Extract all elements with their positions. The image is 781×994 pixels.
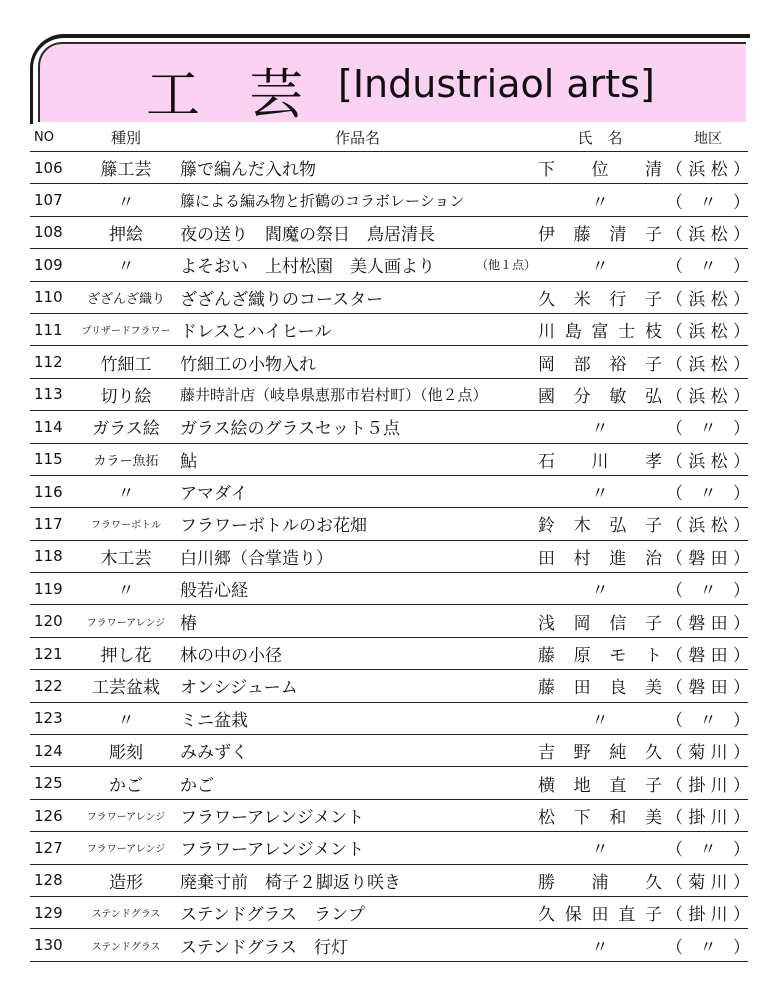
row-area: （ 〃 ） bbox=[666, 581, 750, 602]
row-no: 127 bbox=[34, 838, 63, 857]
row-name: 川 島 富 士 枝 bbox=[538, 322, 662, 343]
row-type: 〃 bbox=[117, 257, 135, 278]
row-type: ステンドグラス bbox=[91, 909, 161, 921]
table-row bbox=[30, 832, 748, 864]
row-work-title: ざざんざ織りのコースター bbox=[180, 289, 384, 310]
row-type: フラワーアレンジ bbox=[86, 812, 166, 823]
row-name: 〃 bbox=[591, 257, 609, 278]
header-area: 地区 bbox=[694, 130, 722, 147]
row-area: （ 〃 ） bbox=[666, 419, 750, 440]
row-name: 横 地 直 子 bbox=[538, 775, 662, 796]
row-area: （ 磐 田 ） bbox=[666, 646, 750, 667]
row-name: 久 米 行 子 bbox=[538, 289, 662, 310]
row-area: （ 〃 ） bbox=[666, 840, 750, 861]
table-row bbox=[30, 379, 748, 411]
row-area: （ 浜 松 ） bbox=[666, 224, 750, 245]
row-area: （ 磐 田 ） bbox=[666, 678, 750, 699]
row-area: （ 掛 川 ） bbox=[666, 808, 750, 828]
row-type: 押し花 bbox=[100, 646, 152, 667]
table-row bbox=[30, 767, 748, 799]
row-area: （ 菊 川 ） bbox=[666, 872, 750, 893]
row-area: （ 〃 ） bbox=[666, 710, 750, 731]
row-work-title: ドレスとハイヒール bbox=[180, 322, 332, 343]
table-row bbox=[30, 670, 748, 702]
table-header-row bbox=[30, 124, 748, 152]
row-work-title: アマダイ bbox=[180, 484, 248, 505]
page-title-japanese: 工 芸 bbox=[146, 63, 320, 126]
row-type: 籐工芸 bbox=[100, 160, 152, 181]
row-work-title: 廃棄寸前 椅子２脚返り咲き bbox=[180, 872, 401, 893]
header-name: 氏 名 bbox=[577, 129, 623, 147]
row-work-title: オンシジューム bbox=[180, 678, 298, 699]
row-no: 118 bbox=[34, 547, 63, 566]
row-work-title: 籐による編み物と折鶴のコラボレーション bbox=[180, 191, 465, 210]
row-type: フラワーアレンジ bbox=[86, 844, 166, 856]
table-row bbox=[30, 897, 748, 929]
row-no: 117 bbox=[34, 514, 63, 533]
row-work-title: フラワーアレンジメント bbox=[180, 808, 365, 828]
table-row bbox=[30, 605, 748, 637]
table-row bbox=[30, 573, 748, 605]
row-no: 119 bbox=[34, 579, 63, 598]
row-no: 130 bbox=[34, 936, 63, 955]
row-no: 112 bbox=[34, 353, 63, 372]
row-no: 106 bbox=[34, 158, 63, 177]
row-area: （ 菊 川 ） bbox=[666, 743, 750, 764]
table-row bbox=[30, 508, 748, 540]
table-row bbox=[30, 346, 748, 378]
row-name: 〃 bbox=[591, 484, 609, 505]
row-type: フラワーアレンジ bbox=[86, 617, 166, 629]
row-name: 田 村 進 治 bbox=[538, 548, 662, 569]
row-work-title: 椿 bbox=[180, 613, 197, 634]
table-row bbox=[30, 638, 748, 670]
row-no: 125 bbox=[34, 774, 63, 793]
row-name: 〃 bbox=[591, 937, 609, 958]
table-row bbox=[30, 282, 748, 314]
row-type: 切り絵 bbox=[100, 386, 152, 407]
row-area: （ 〃 ） bbox=[666, 192, 750, 213]
row-work-title: 白川郷（合掌造り） bbox=[180, 548, 333, 569]
table-row bbox=[30, 476, 748, 508]
row-type: 彫刻 bbox=[109, 743, 143, 764]
table-row bbox=[30, 541, 748, 573]
row-area: （ 浜 松 ） bbox=[666, 451, 750, 472]
table-row bbox=[30, 735, 748, 767]
row-area: （ 浜 松 ） bbox=[666, 516, 750, 537]
row-work-title: 鮎 bbox=[180, 451, 197, 472]
row-work-title: ステンドグラス ランプ bbox=[180, 905, 365, 926]
row-no: 124 bbox=[34, 741, 63, 760]
row-type: プリザードフラワー bbox=[81, 326, 171, 338]
row-name: 藤 田 良 美 bbox=[538, 678, 662, 699]
exhibit-table bbox=[30, 124, 748, 962]
row-area: （ 掛 川 ） bbox=[666, 775, 750, 796]
row-name: 石 川 孝 bbox=[538, 451, 662, 472]
row-type: 〃 bbox=[117, 192, 135, 213]
row-area: （ 浜 松 ） bbox=[666, 322, 750, 343]
row-type: フラワーボトル bbox=[91, 520, 161, 532]
row-name: 伊 藤 清 子 bbox=[538, 224, 662, 245]
row-work-title: かご bbox=[180, 775, 214, 796]
row-no: 111 bbox=[34, 320, 63, 339]
table-row bbox=[30, 249, 748, 281]
row-no: 116 bbox=[34, 482, 63, 501]
row-area: （ 浜 松 ） bbox=[666, 289, 750, 310]
row-no: 109 bbox=[34, 255, 63, 274]
row-type: 木工芸 bbox=[100, 548, 152, 569]
row-name: 藤 原 モ ト bbox=[538, 646, 662, 667]
row-area: （ 〃 ） bbox=[666, 257, 750, 278]
row-area: （ 〃 ） bbox=[666, 484, 750, 505]
row-work-title: ステンドグラス 行灯 bbox=[180, 937, 348, 958]
row-type: ステンドグラス bbox=[91, 941, 161, 953]
row-type: カラー魚拓 bbox=[93, 453, 159, 469]
row-type: かご bbox=[109, 775, 143, 796]
row-area: （ 〃 ） bbox=[666, 937, 750, 958]
row-no: 110 bbox=[34, 288, 63, 307]
row-no: 121 bbox=[34, 644, 63, 663]
row-area: （ 浜 松 ） bbox=[666, 160, 750, 181]
table-row bbox=[30, 152, 748, 184]
row-work-title: 竹細工の小物入れ bbox=[180, 354, 316, 375]
row-type: 〃 bbox=[117, 484, 135, 505]
page-title-english: [Industriaol arts] bbox=[338, 62, 655, 106]
row-no: 115 bbox=[34, 450, 63, 469]
row-work-title: ガラス絵のグラスセット５点 bbox=[180, 419, 400, 440]
row-name: 〃 bbox=[591, 581, 609, 602]
row-work-title: 林の中の小径 bbox=[180, 646, 282, 667]
row-area: （ 掛 川 ） bbox=[666, 905, 750, 926]
row-no: 108 bbox=[34, 223, 63, 242]
table-row bbox=[30, 800, 748, 832]
row-type: 造形 bbox=[109, 872, 143, 893]
row-area: （ 浜 松 ） bbox=[666, 386, 750, 407]
row-no: 114 bbox=[34, 417, 63, 436]
row-no: 113 bbox=[34, 385, 63, 404]
table-row bbox=[30, 314, 748, 346]
header-no: NO bbox=[34, 130, 54, 145]
row-name: 〃 bbox=[591, 419, 609, 440]
row-name: 〃 bbox=[591, 710, 609, 731]
row-name: 久 保 田 直 子 bbox=[538, 905, 662, 926]
table-row bbox=[30, 703, 748, 735]
row-name: 〃 bbox=[591, 840, 609, 861]
table-row bbox=[30, 929, 748, 961]
row-name: 松 下 和 美 bbox=[538, 808, 662, 828]
row-area: （ 磐 田 ） bbox=[666, 613, 750, 634]
row-type: 工芸盆栽 bbox=[92, 678, 160, 699]
row-type: ざざんざ織り bbox=[86, 291, 165, 307]
header-work: 作品名 bbox=[334, 129, 380, 147]
row-name: 〃 bbox=[591, 192, 609, 213]
row-type: 〃 bbox=[117, 710, 135, 731]
row-work-title: フラワーアレンジメント bbox=[180, 840, 365, 861]
table-row bbox=[30, 184, 748, 216]
row-type: 押絵 bbox=[109, 224, 143, 245]
row-work-title: 籐で編んだ入れ物 bbox=[180, 160, 316, 181]
table-row bbox=[30, 444, 748, 476]
row-no: 129 bbox=[34, 903, 63, 922]
row-name: 鈴 木 弘 子 bbox=[538, 516, 662, 537]
row-work-title: みみずく bbox=[180, 743, 248, 764]
row-name: 岡 部 裕 子 bbox=[538, 354, 662, 375]
row-area: （ 浜 松 ） bbox=[666, 354, 750, 375]
row-no: 126 bbox=[34, 806, 63, 825]
row-work-suffix: （他１点） bbox=[476, 258, 537, 273]
header-type: 種別 bbox=[110, 129, 141, 147]
row-name: 國 分 敏 弘 bbox=[538, 386, 662, 407]
row-name: 吉 野 純 久 bbox=[538, 743, 662, 764]
row-no: 107 bbox=[34, 191, 63, 210]
row-name: 勝 浦 久 bbox=[538, 872, 662, 893]
row-name: 下 位 清 bbox=[538, 160, 662, 181]
row-type: 〃 bbox=[117, 581, 135, 602]
row-no: 123 bbox=[34, 709, 63, 728]
row-work-title: 夜の送り 閻魔の祭日 鳥居清長 bbox=[180, 224, 435, 245]
row-work-title: 藤井時計店（岐阜県恵那市岩村町）（他２点） bbox=[180, 385, 488, 404]
table-row bbox=[30, 865, 748, 897]
row-area: （ 磐 田 ） bbox=[666, 548, 750, 569]
row-work-title: フラワーボトルのお花畑 bbox=[180, 516, 367, 537]
table-row bbox=[30, 217, 748, 249]
row-no: 120 bbox=[34, 612, 63, 631]
row-work-title: よそおい 上村松園 美人画より bbox=[180, 257, 435, 278]
row-no: 128 bbox=[34, 871, 63, 890]
row-type: 竹細工 bbox=[100, 354, 152, 375]
row-type: ガラス絵 bbox=[92, 419, 160, 440]
row-no: 122 bbox=[34, 676, 63, 695]
row-work-title: ミニ盆栽 bbox=[180, 710, 248, 731]
row-work-title: 般若心経 bbox=[180, 581, 248, 602]
table-row bbox=[30, 411, 748, 443]
row-name: 浅 岡 信 子 bbox=[538, 613, 662, 634]
